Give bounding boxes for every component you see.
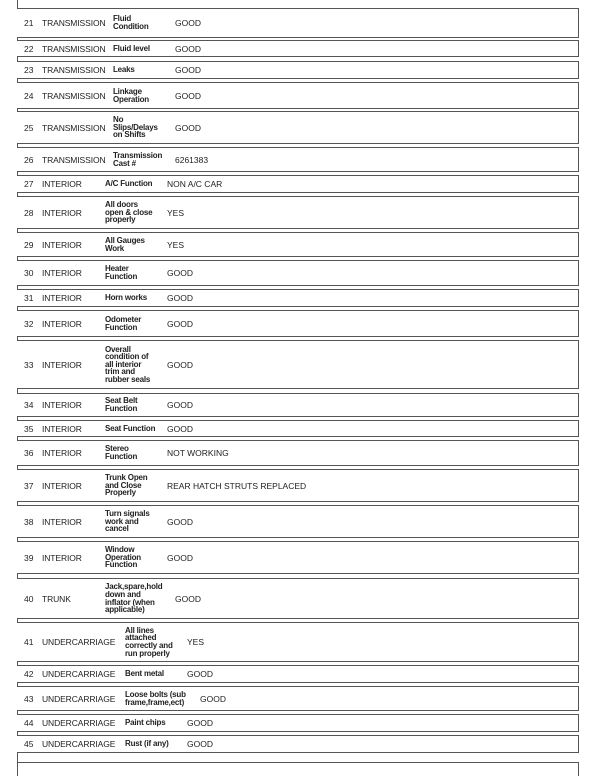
- row-section: INTERIOR: [42, 400, 82, 410]
- row-value: YES: [187, 637, 205, 647]
- row-value: NON A/C CAR: [167, 179, 223, 189]
- row-number: 25: [24, 122, 34, 133]
- row-value: GOOD: [167, 359, 193, 370]
- row-value: YES: [167, 207, 185, 218]
- row-number: 39: [24, 552, 34, 563]
- table-row: [17, 175, 579, 193]
- table-row: [17, 82, 579, 109]
- table-row: [17, 61, 579, 79]
- row-value: GOOD: [187, 669, 213, 679]
- row-number: 21: [24, 18, 34, 28]
- row-section: UNDERCARRIAGE: [42, 669, 116, 679]
- row-section: TRANSMISSION: [42, 90, 106, 101]
- table-row: [17, 147, 579, 172]
- table-row: [17, 735, 579, 753]
- row-value: GOOD: [175, 65, 201, 75]
- row-item: Seat Function: [105, 423, 156, 433]
- row-value: GOOD: [167, 423, 193, 434]
- row-number: 33: [24, 359, 34, 370]
- row-value: GOOD: [187, 718, 213, 728]
- row-number: 38: [24, 516, 34, 527]
- row-number: 28: [24, 207, 34, 218]
- row-section: INTERIOR: [42, 448, 82, 458]
- row-value: 6261383: [175, 154, 209, 165]
- table-row: [17, 196, 579, 229]
- row-item: Window Operation Function: [105, 545, 141, 570]
- row-item: Rust (if any): [125, 739, 169, 749]
- row-item: Horn works: [105, 293, 148, 303]
- row-number: 31: [24, 293, 34, 303]
- row-section: TRANSMISSION: [42, 18, 106, 28]
- row-number: 29: [24, 239, 34, 250]
- table-row: [17, 310, 579, 337]
- row-number: 27: [24, 179, 34, 189]
- table-row: [17, 260, 579, 286]
- row-item: Overall condition of all interior trim and rubber seals: [105, 344, 151, 384]
- row-number: 30: [24, 268, 34, 278]
- row-section: INTERIOR: [42, 516, 82, 527]
- row-item: Jack,spare,hold down and inflator (when applicable): [105, 582, 163, 615]
- row-section: UNDERCARRIAGE: [42, 637, 116, 647]
- row-item: Transmission Cast #: [113, 150, 163, 168]
- table-row: [17, 289, 579, 307]
- row-number: 45: [24, 739, 34, 749]
- row-value: GOOD: [175, 18, 201, 28]
- row-section: UNDERCARRIAGE: [42, 693, 116, 704]
- row-item: Fluid Condition: [113, 14, 149, 31]
- row-value: GOOD: [200, 693, 226, 704]
- row-item: Heater Function: [105, 264, 138, 281]
- table-row: [17, 714, 579, 732]
- row-value: GOOD: [187, 739, 213, 749]
- table-row: [17, 505, 579, 538]
- row-number: 44: [24, 718, 34, 728]
- row-section: TRUNK: [42, 593, 71, 604]
- row-number: 37: [24, 480, 34, 491]
- row-section: INTERIOR: [42, 293, 82, 303]
- table-row: [17, 469, 579, 502]
- row-value: GOOD: [167, 318, 193, 329]
- row-section: INTERIOR: [42, 480, 82, 491]
- row-section: INTERIOR: [42, 359, 82, 370]
- table-row: [17, 686, 579, 711]
- row-number: 36: [24, 448, 34, 458]
- row-item: Seat Belt Function: [105, 396, 138, 413]
- row-item: Bent metal: [125, 669, 164, 679]
- row-item: No Slips/Delays on Shifts: [113, 115, 158, 140]
- row-item: Leaks: [113, 65, 135, 75]
- row-item: All lines attached correctly and run properly: [125, 625, 173, 658]
- row-number: 43: [24, 693, 34, 704]
- row-section: INTERIOR: [42, 552, 82, 563]
- row-section: TRANSMISSION: [42, 43, 106, 54]
- row-number: 35: [24, 423, 34, 434]
- row-item: Turn signals work and cancel: [105, 509, 150, 534]
- row-section: TRANSMISSION: [42, 65, 106, 75]
- row-section: INTERIOR: [42, 179, 82, 189]
- table-row: [17, 541, 579, 574]
- row-item: Trunk Open and Close Properly: [105, 473, 148, 498]
- table-row: [17, 393, 579, 417]
- row-item: Loose bolts (sub frame,frame,ect): [125, 689, 186, 707]
- row-number: 22: [24, 43, 34, 54]
- table-row: [17, 665, 579, 683]
- row-item: Odometer Function: [105, 314, 142, 332]
- table-row: [17, 40, 579, 57]
- row-value: GOOD: [175, 43, 201, 54]
- row-section: INTERIOR: [42, 268, 82, 278]
- row-item: Fluid level: [113, 43, 150, 53]
- table-row: [17, 111, 579, 144]
- row-value: NOT WORKING: [167, 448, 229, 458]
- row-section: INTERIOR: [42, 423, 82, 434]
- row-section: INTERIOR: [42, 318, 82, 329]
- row-section: TRANSMISSION: [42, 154, 106, 165]
- row-number: 41: [24, 637, 34, 647]
- row-value: GOOD: [167, 400, 193, 410]
- row-number: 34: [24, 400, 34, 410]
- row-number: 24: [24, 90, 34, 101]
- row-value: GOOD: [175, 122, 201, 133]
- table-row: [17, 340, 579, 389]
- table-row: [17, 8, 579, 38]
- row-section: TRANSMISSION: [42, 122, 106, 133]
- row-number: 23: [24, 65, 34, 75]
- row-item: All doors open & close properly: [105, 200, 153, 225]
- row-item: Paint chips: [125, 718, 166, 728]
- row-value: GOOD: [167, 516, 193, 527]
- row-number: 42: [24, 669, 34, 679]
- row-item: Linkage Operation: [113, 86, 149, 104]
- row-number: 40: [24, 593, 34, 604]
- row-value: GOOD: [175, 90, 201, 101]
- row-value: GOOD: [175, 593, 201, 604]
- row-number: 32: [24, 318, 34, 329]
- row-item: Stereo Function: [105, 444, 138, 461]
- table-row: [17, 232, 579, 257]
- table-row: [17, 440, 579, 466]
- table-row: [17, 420, 579, 437]
- row-section: UNDERCARRIAGE: [42, 718, 116, 728]
- row-section: INTERIOR: [42, 239, 82, 250]
- row-number: 26: [24, 154, 34, 165]
- row-value: REAR HATCH STRUTS REPLACED: [167, 480, 307, 491]
- next-row-edge: [17, 762, 579, 776]
- row-value: GOOD: [167, 552, 193, 563]
- row-item: All Gauges Work: [105, 235, 145, 253]
- table-row: [17, 622, 579, 662]
- row-section: INTERIOR: [42, 207, 82, 218]
- row-item: A/C Function: [105, 179, 153, 189]
- row-value: YES: [167, 239, 185, 250]
- row-value: GOOD: [167, 293, 193, 303]
- table-row: [17, 578, 579, 619]
- row-section: UNDERCARRIAGE: [42, 739, 116, 749]
- row-value: GOOD: [167, 268, 193, 278]
